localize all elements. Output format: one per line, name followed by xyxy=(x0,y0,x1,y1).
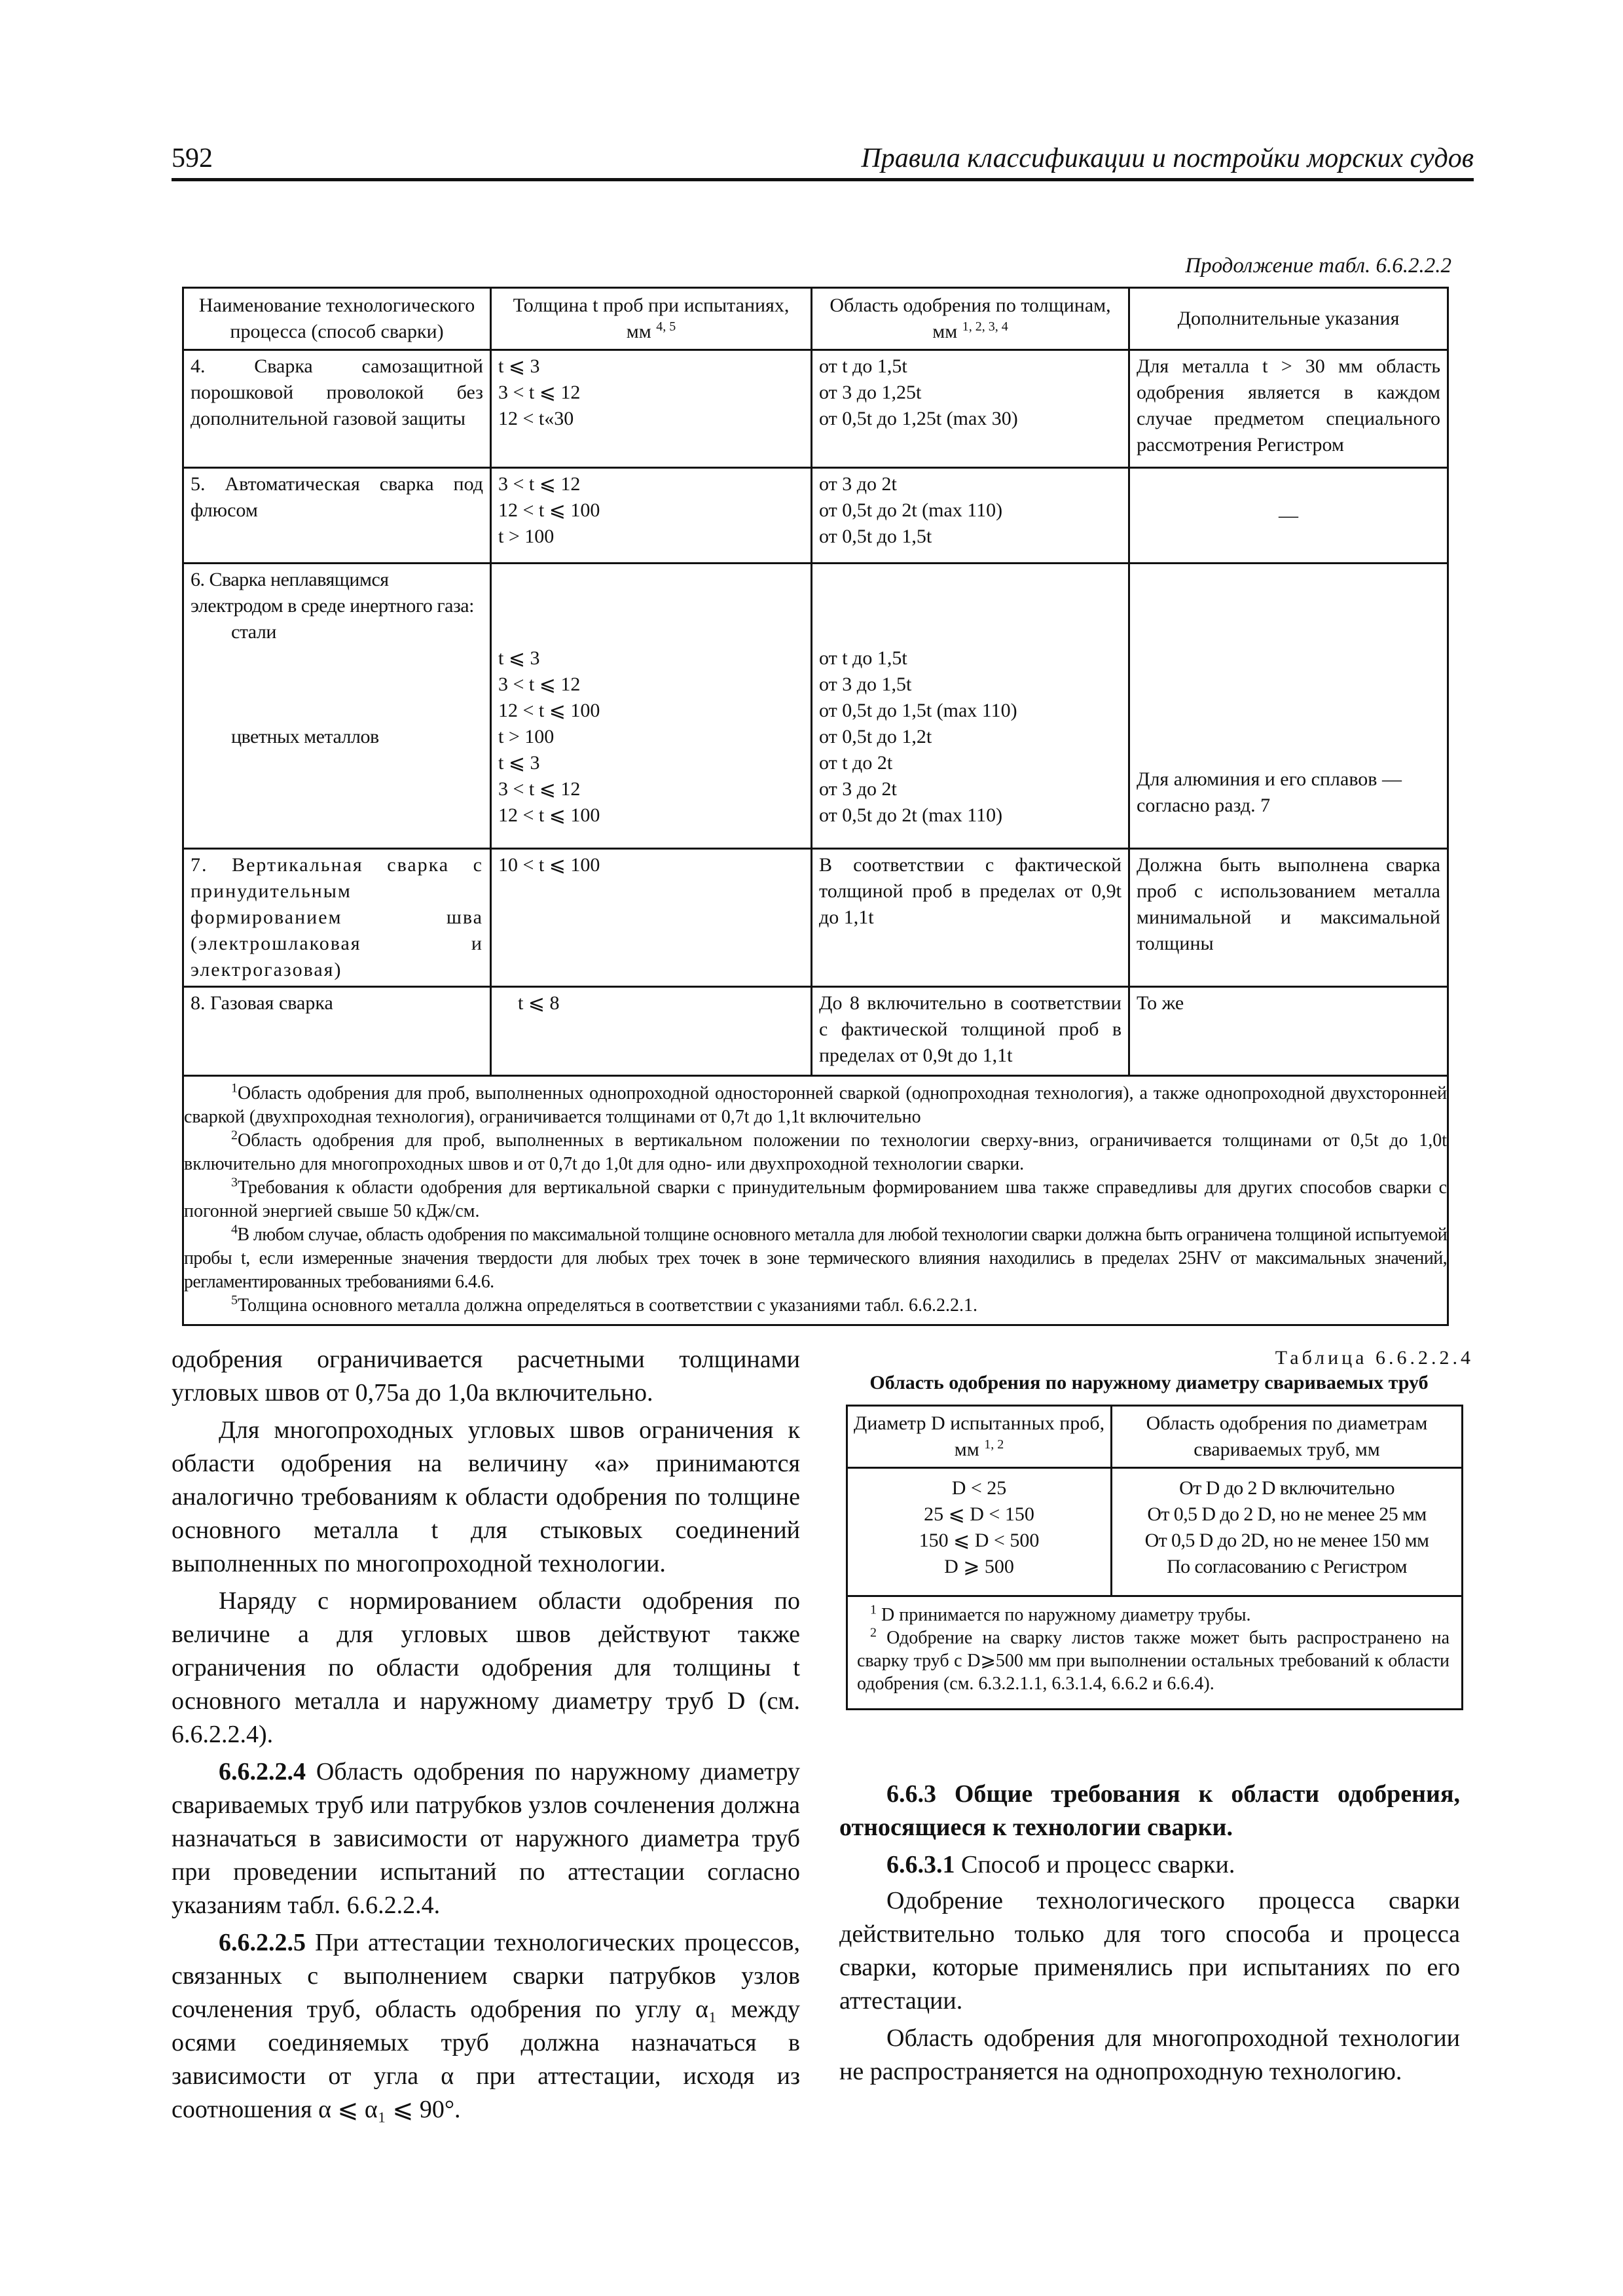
header-range: Область одобрения по толщинам, мм $^{1, 2, 3, 4}$ xyxy=(812,288,1129,350)
approval-thickness-table xyxy=(182,287,1449,1326)
notes-cell: Для металла t > 30 мм область одобрения является в каждом случае предметом специального рассмотрения Регистром xyxy=(1129,350,1448,468)
table-header-row xyxy=(183,288,1448,350)
clause-number: 6.6.2.2.5 xyxy=(219,1929,306,1956)
header-rule xyxy=(172,178,1474,181)
subprocess-steel: стали xyxy=(231,621,276,643)
table-row xyxy=(183,987,1448,1076)
thickness-cell: t ⩽ 8 xyxy=(491,987,812,1076)
header-thickness: Толщина t проб при испытаниях, мм $^{4, 5}$ xyxy=(491,288,812,350)
table-footnotes xyxy=(847,1596,1463,1710)
paragraph: одобрения ограничивается расчетными толщинами угловых швов от 0,75a до 1,0a включительно. xyxy=(172,1346,800,1407)
range-cell: от t до 1,5t от 3 до 1,5t от 0,5t до 1,5t (max 110) от 0,5t до 1,2t от t до 2t от 3 до 2t от 0,5t до 2t (max 110) xyxy=(812,564,1129,849)
diameter-approval-table xyxy=(846,1405,1463,1710)
subprocess-nonferrous: цветных металлов xyxy=(231,726,379,747)
section-heading: 6.6.3 Общие требования к области одобрения, относящиеся к технологии сварки. xyxy=(839,1780,1460,1841)
paragraph: Область одобрения для многопроходной технологии не распространяется на однопроходную технологию. xyxy=(839,2024,1460,2085)
header-process: Наименование технологического процесса (способ сварки) xyxy=(183,288,491,350)
header-diameter-range: Область одобрения по диаметрам свариваемых труб, мм xyxy=(1112,1406,1463,1468)
page-number: 592 xyxy=(172,143,213,173)
footnote: $^4$В любом случае, область одобрения по максимальной толщине основного металла для любой технологии сварки должна быть ограничена толщиной испытуемой пробы t, если измеренные значения твердости для любых трех точек в зоне термического влияния находились в пределах 25HV от максимальных значений, регламентированных требованиями 6.4.6. xyxy=(184,1222,1447,1292)
small-table-title: Таблица 6.6.2.2.4 xyxy=(1275,1347,1474,1369)
process-cell: 5. Автоматическая сварка под флюсом xyxy=(183,468,491,564)
right-text-column xyxy=(839,1778,1460,2089)
diameter-cell: D < 25 25 ⩽ D < 150 150 ⩽ D < 500 D ⩾ 500 xyxy=(847,1468,1112,1596)
table-row xyxy=(183,849,1448,987)
range-cell: До 8 включительно в соответствии с фактической толщиной проб в пределах от 0,9t до 1,1t xyxy=(812,987,1129,1076)
table-header-row xyxy=(847,1406,1463,1468)
paragraph: Наряду с нормированием области одобрения по величине a для угловых швов действуют также ограничения по области одобрения для толщины t основного металла и наружному диаметру труб D (см. 6.6.2.2.4). xyxy=(172,1587,800,1748)
footnote: $^5$Толщина основного металла должна определяться в соответствии с указаниями табл. 6.6.2.2.1. xyxy=(231,1293,977,1316)
range-cell: от t до 1,5t от 3 до 1,25t от 0,5t до 1,25t (max 30) xyxy=(812,350,1129,468)
thickness-cell: t ⩽ 3 3 < t ⩽ 12 12 < t«30 xyxy=(491,350,812,468)
paragraph: Одобрение технологического процесса сварки действительно только для того способа и процесса сварки, которые применялись при испытаниях по его аттестации. xyxy=(839,1887,1460,2015)
table-row xyxy=(847,1468,1463,1596)
table-row xyxy=(183,564,1448,849)
range-cell: от 3 до 2t от 0,5t до 2t (max 110) от 0,5t до 1,5t xyxy=(812,468,1129,564)
process-cell: 7. Вертикальная сварка с принудительным формированием шва (электрошлаковая и электрогазовая) xyxy=(183,849,491,987)
clause-number: 6.6.3.1 xyxy=(886,1851,955,1878)
thickness-cell: t ⩽ 3 3 < t ⩽ 12 12 < t ⩽ 100 t > 100 t ⩽ 3 3 < t ⩽ 12 12 < t ⩽ 100 xyxy=(491,564,812,849)
notes-cell: Для алюминия и его сплавов — согласно разд. 7 xyxy=(1129,564,1448,849)
footnote: $^1$Область одобрения для проб, выполненных однопроходной односторонней сваркой (однопроходная технология), а также однопроходной двухсторонней сваркой (двухпроходная технология), ограничивается толщинами от 0,7t до 1,1t включительно xyxy=(184,1081,1447,1127)
range-cell: В соответствии с фактической толщиной проб в пределах от 0,9t до 1,1t xyxy=(812,849,1129,987)
table-footnotes-row xyxy=(847,1596,1463,1710)
process-cell: 4. Сварка самозащитной порошковой проволокой без дополнительной газовой защиты xyxy=(183,350,491,468)
table-row xyxy=(183,350,1448,468)
clause-number: 6.6.2.2.4 xyxy=(219,1758,306,1785)
table-footnotes-row xyxy=(183,1076,1448,1325)
running-title: Правила классификации и постройки морских судов xyxy=(861,143,1474,173)
footnote: $^2$ Одобрение на сварку листов также может быть распространено на сварку труб с D⩾500 мм при выполнении остальных требований к области одобрения (см. 6.3.2.1.1, 6.3.1.4, 6.6.2 и 6.6.4). xyxy=(857,1625,1450,1694)
footnote: $^1$ D принимается по наружному диаметру трубы. xyxy=(870,1602,1251,1625)
small-table-subtitle: Область одобрения по наружному диаметру свариваемых труб xyxy=(869,1372,1429,1393)
notes-cell: — xyxy=(1129,468,1448,564)
notes-cell: Должна быть выполнена сварка проб с использованием металла минимальной и максимальной толщины xyxy=(1129,849,1448,987)
process-cell: 8. Газовая сварка xyxy=(183,987,491,1076)
header-notes: Дополнительные указания xyxy=(1129,288,1448,350)
footnote: $^3$Требования к области одобрения для вертикальной сварки с принудительным формированием шва также справедливы для других способов сварки с погонной энергией свыше 50 кДж/см. xyxy=(184,1175,1447,1221)
table-continuation-caption: Продолжение табл. 6.6.2.2.2 xyxy=(1185,254,1451,278)
thickness-cell: 10 < t ⩽ 100 xyxy=(491,849,812,987)
footnote: $^2$Область одобрения для проб, выполненных в вертикальном положении по технологии сверху-вниз, ограничивается толщинами от 0,5t до 1,0t включительно для многопроходных швов и от 0,7t до 1,0t для одно- или двухпроходной технологии сварки. xyxy=(184,1128,1447,1174)
notes-cell: То же xyxy=(1129,987,1448,1076)
diameter-range-cell: От D до 2 D включительно От 0,5 D до 2 D, но не менее 25 мм От 0,5 D до 2D, но не менее 150 мм По согласованию с Регистром xyxy=(1112,1468,1463,1596)
thickness-cell: 3 < t ⩽ 12 12 < t ⩽ 100 t > 100 xyxy=(491,468,812,564)
process-cell: 6. Сварка неплавящимся электродом в среде инертного газа: стали цветных металлов xyxy=(183,564,491,849)
header-diameter: Диаметр D испытанных проб, мм $^{1, 2}$ xyxy=(847,1406,1112,1468)
left-text-column xyxy=(172,1343,800,2126)
paragraph: Для многопроходных угловых швов ограничения к области одобрения на величину «a» принимаются аналогично требованиям к области одобрения по толщине основного металла t для стыковых соединений выполненных по многопроходной технологии. xyxy=(172,1416,800,1577)
table-row xyxy=(183,468,1448,564)
table-footnotes xyxy=(183,1076,1448,1325)
paragraph: 6.6.2.2.5 При аттестации технологических процессов, связанных с выполнением сварки патрубков узлов сочленения труб, область одобрения по углу α₁ между осями соединяемых труб должна назначаться в зависимости от угла α при аттестации, исходя из соотношения α ⩽ α₁ ⩽ 90°. xyxy=(172,1929,800,2123)
paragraph: 6.6.3.1 Способ и процесс сварки. xyxy=(886,1851,1235,1878)
paragraph: 6.6.2.2.4 Область одобрения по наружному диаметру свариваемых труб или патрубков узлов сочленения должна назначаться в зависимости от наружного диаметра труб при проведении испытаний по аттестации согласно указаниям табл. 6.6.2.2.4. xyxy=(172,1758,801,1919)
